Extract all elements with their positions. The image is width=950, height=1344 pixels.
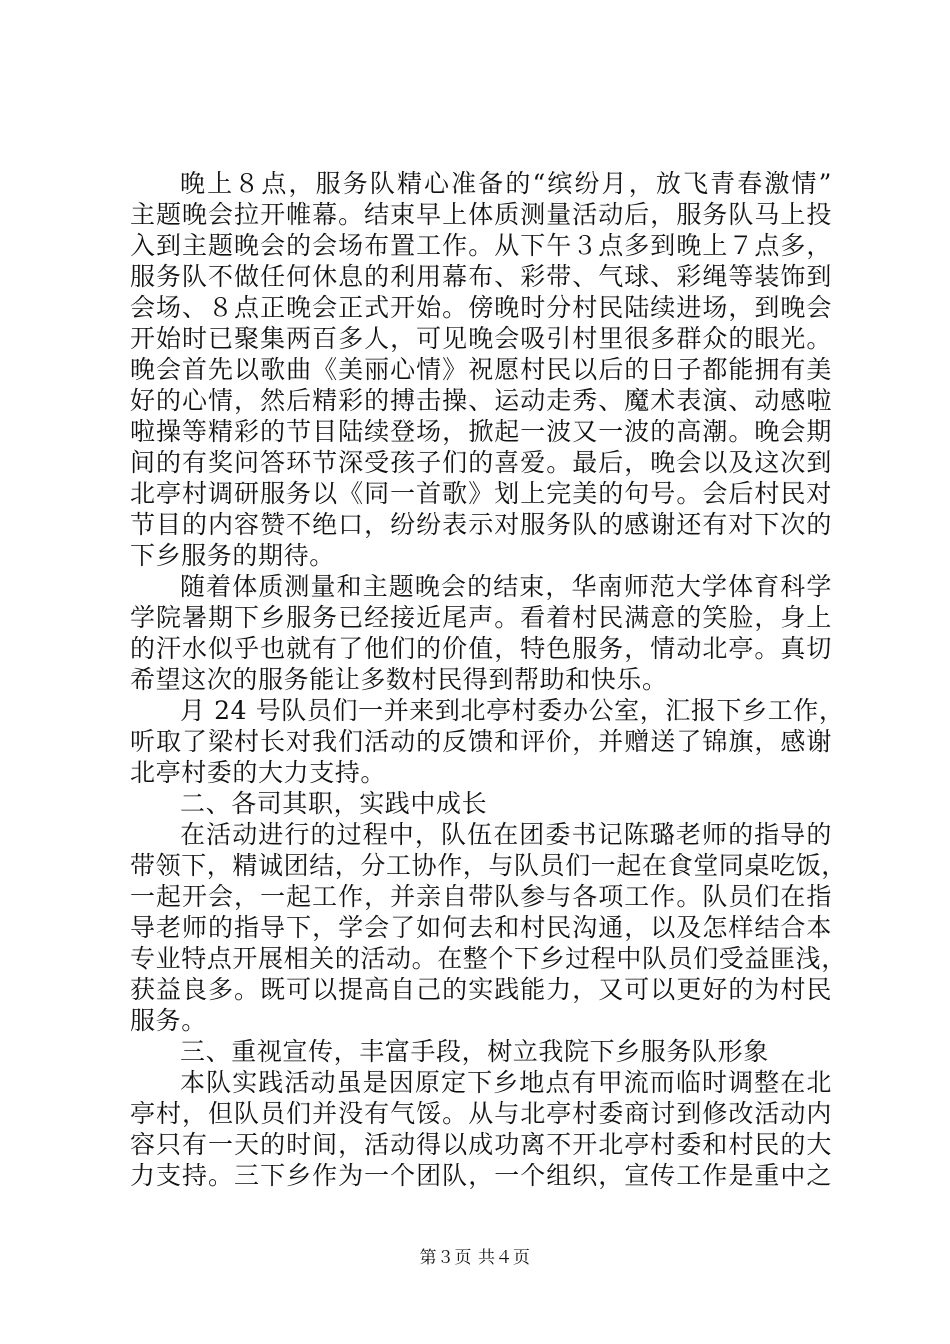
text-line: 在活动进行的过程中，队伍在团委书记陈璐老师的指导的 <box>180 820 832 849</box>
text-line: 听取了梁村长对我们活动的反馈和评价，并赠送了锦旗，感谢 <box>130 727 832 756</box>
text-line: 容只有一天的时间，活动得以成功离不开北亭村委和村民的大 <box>130 1130 832 1159</box>
text-line: 一起开会，一起工作，并亲自带队参与各项工作。队员们在指 <box>130 882 832 911</box>
paragraph-teamwork <box>130 819 847 1036</box>
text-line: 主题晚会拉开帷幕。结束早上体质测量活动后，服务队马上投 <box>130 200 832 229</box>
text-line: 会场、８点正晚会正式开始。傍晚时分村民陆续进场，到晚会 <box>130 293 832 322</box>
text-line: 本队实践活动虽是因原定下乡地点有甲流而临时调整在北 <box>180 1068 832 1097</box>
paragraph-evening-gala <box>130 168 832 571</box>
text-line: 好的心情，然后精彩的搏击操、运动走秀、魔术表演、动感啦 <box>130 386 832 415</box>
text-line: 啦操等精彩的节目陆续登场，掀起一波又一波的高潮。晚会期 <box>130 417 832 446</box>
text-line: 的汗水似乎也就有了他们的价值，特色服务，情动北亭。真切 <box>130 634 832 663</box>
text-line: 开始时已聚集两百多人，可见晚会吸引村里很多群众的眼光。 <box>130 324 832 353</box>
text-line: 力支持。三下乡作为一个团队，一个组织，宣传工作是重中之 <box>130 1161 832 1190</box>
text-line: 亭村，但队员们并没有气馁。从与北亭村委商讨到修改活动内 <box>130 1099 832 1128</box>
document-body <box>130 168 847 1191</box>
text-line: 获益良多。既可以提高自己的实践能力，又可以更好的为村民 <box>130 975 832 1004</box>
section-heading-2 <box>130 788 832 819</box>
paragraph-village-report <box>130 695 845 788</box>
page-number-footer: 第３页 共４页 <box>419 1248 531 1268</box>
text-line: 服务队不做任何休息的利用幕布、彩带、气球、彩绳等装饰到 <box>130 262 832 291</box>
section-heading: 三、重视宣传，丰富手段，树立我院下乡服务队形象 <box>180 1037 769 1066</box>
text-line: 服务。 <box>130 1006 207 1035</box>
text-line: 间的有奖问答环节深受孩子们的喜爱。最后，晚会以及这次到 <box>130 448 832 477</box>
paragraph-service-ending <box>130 571 832 695</box>
text-line: 北亭村调研服务以《同一首歌》划上完美的句号。会后村民对 <box>130 479 832 508</box>
text-line: 下乡服务的期待。 <box>130 541 335 570</box>
text-line: 北亭村委的大力支持。 <box>130 758 387 787</box>
section-heading: 二、各司其职，实践中成长 <box>180 789 488 818</box>
text-line: 学院暑期下乡服务已经接近尾声。看着村民满意的笑脸，身上 <box>130 603 832 632</box>
text-line: 入到主题晚会的会场布置工作。从下午３点多到晚上７点多， <box>130 231 832 260</box>
paragraph-publicity <box>130 1067 832 1191</box>
section-heading-3 <box>130 1036 832 1067</box>
text-line: 导老师的指导下，学会了如何去和村民沟通，以及怎样结合本 <box>130 913 832 942</box>
text-line: 月 24 号队员们一并来到北亭村委办公室，汇报下乡工作， <box>180 696 845 725</box>
text-line: 晚上８点，服务队精心准备的“缤纷月，放飞青春激情” <box>180 169 832 198</box>
text-line: 随着体质测量和主题晚会的结束，华南师范大学体育科学 <box>180 572 832 601</box>
text-line: 晚会首先以歌曲《美丽心情》祝愿村民以后的日子都能拥有美 <box>130 355 832 384</box>
text-line: 节目的内容赞不绝口，纷纷表示对服务队的感谢还有对下次的 <box>130 510 832 539</box>
text-line: 希望这次的服务能让多数村民得到帮助和快乐。 <box>130 665 668 694</box>
text-line: 带领下，精诚团结，分工协作，与队员们一起在食堂同桌吃饭， <box>130 851 847 880</box>
text-line: 专业特点开展相关的活动。在整个下乡过程中队员们受益匪浅， <box>130 944 847 973</box>
